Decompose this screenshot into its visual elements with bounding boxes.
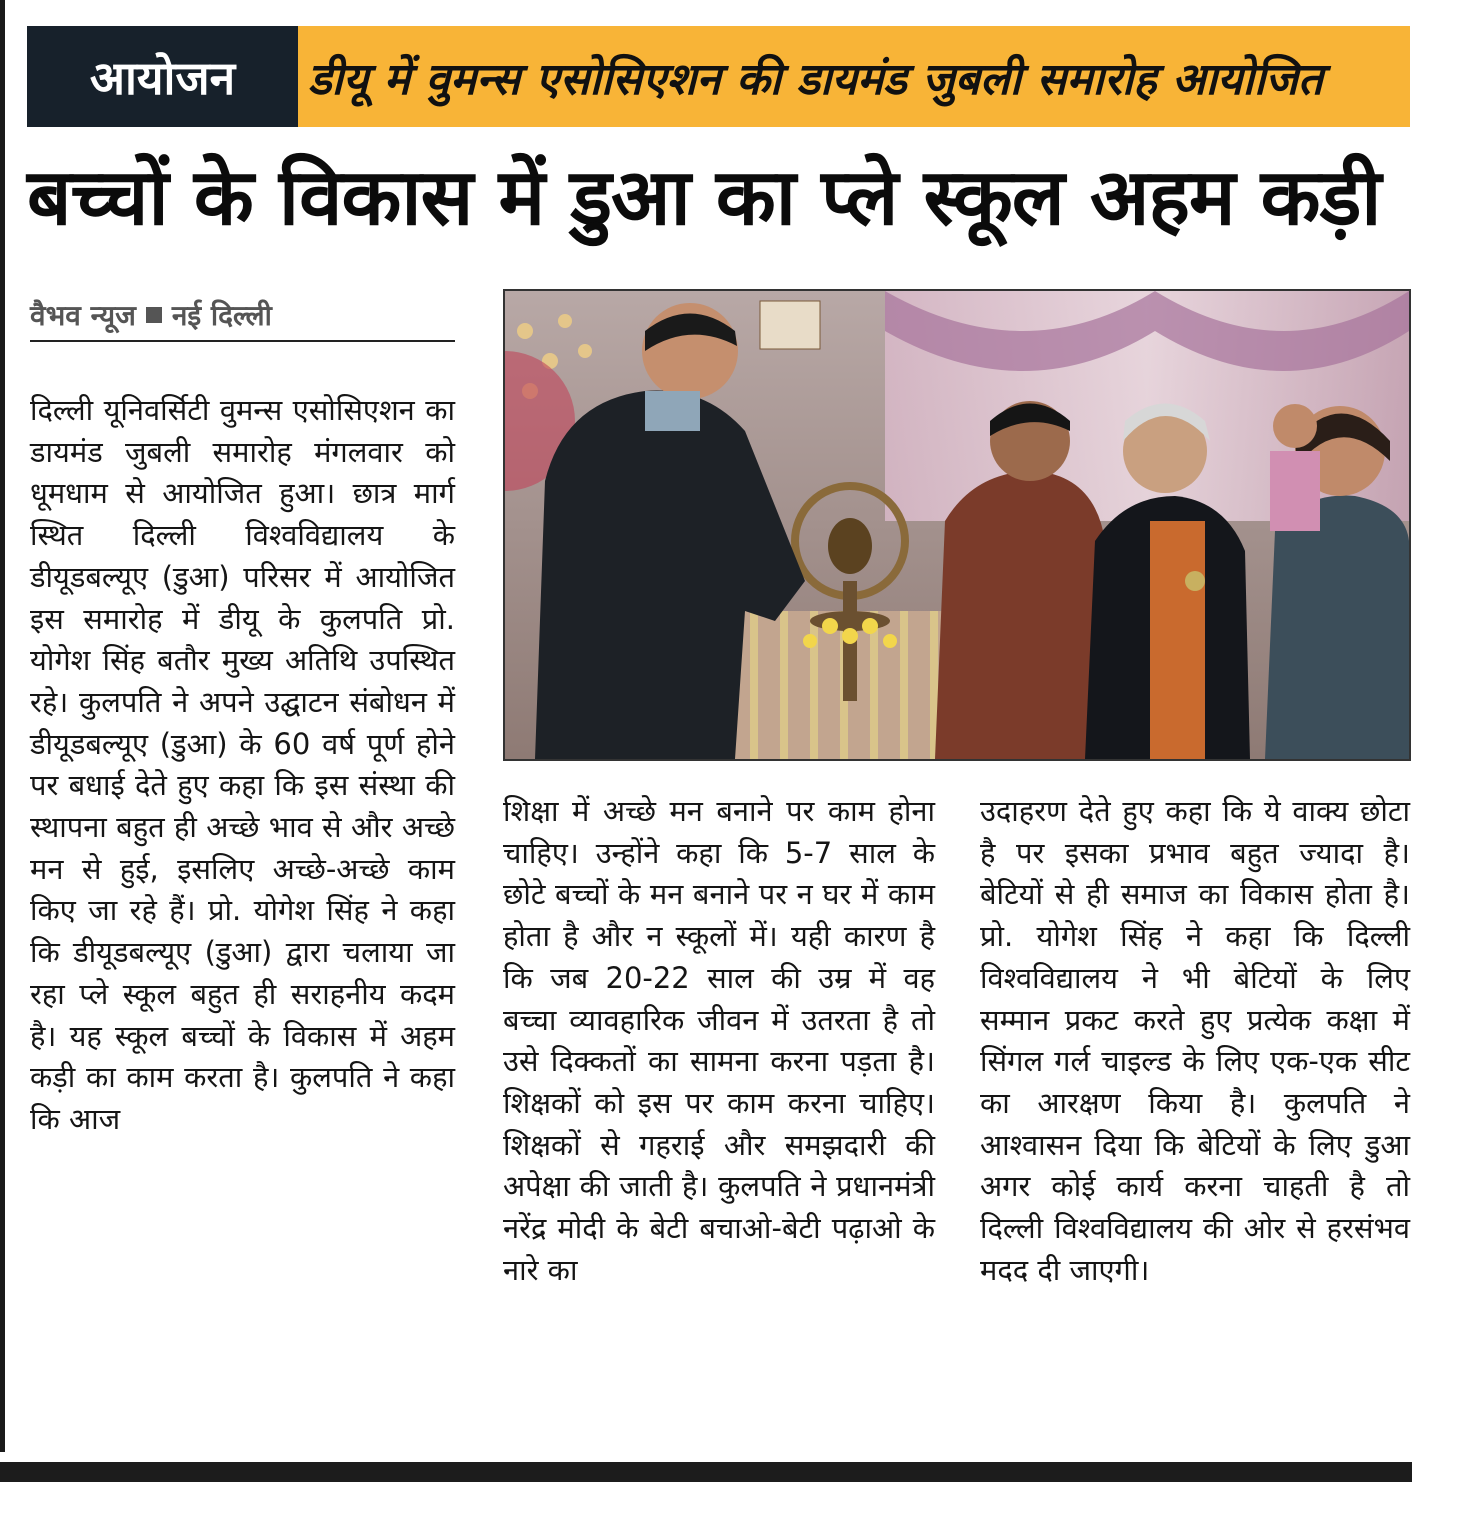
news-photo-illustration (505, 291, 1409, 759)
article-column-3-text: उदाहरण देते हुए कहा कि ये वाक्य छोटा है पर इसका प्रभाव बहुत ज्यादा है। बेटियों से ही समाज का विकास होता है। प्रो. योगेश सिंह ने कहा कि दिल्ली विश्वविद्यालय ने भी बेटियों के लिए सम्मान प्रकट करते हुए प्रत्येक कक्षा में सिंगल गर्ल चाइल्ड के लिए एक-एक सीट का आरक्षण किया है। कुलपति ने आश्वासन दिया कि बेटियों के लिए डुआ अगर कोई कार्य करना चाहती है तो दिल्ली विश्वविद्यालय की ओर से हरसंभव मदद दी जाएगी। (980, 794, 1410, 1287)
byline-location: नई दिल्ली (171, 299, 272, 332)
article-column-1-text: दिल्ली यूनिवर्सिटी वुमन्स एसोसिएशन का डायमंड जुबली समारोह मंगलवार को धूमधाम से आयोजित हुआ। छात्र मार्ग स्थित दिल्ली विश्वविद्यालय के डीयूडबल्यूए (डुआ) परिसर में आयोजित इस समारोह में डीयू के कुलपति प्रो. योगेश सिंह बतौर मुख्य अतिथि उपस्थित रहे। कुलपति ने अपने उद्घाटन संबोधन में डीयूडबल्यूए (डुआ) के 60 वर्ष पूर्ण होने पर बधाई देते हुए कहा कि इस संस्था की स्थापना बहुत ही अच्छे भाव से और अच्छे मन से हुई, इसलिए अच्छे-अच्छे काम किए जा रहे हैं। प्रो. योगेश सिंह ने कहा कि डीयूडबल्यूए (डुआ) द्वारा चलाया जा रहा प्ले स्कूल बहुत ही सराहनीय कदम है। यह स्कूल बच्चों के विकास में अहम कड़ी का काम करता है। कुलपति ने कहा कि आज (30, 393, 455, 1136)
headline: बच्चों के विकास में डुआ का प्ले स्कूल अहम कड़ी (27, 153, 1381, 243)
strapline-text: डीयू में वुमन्स एसोसिएशन की डायमंड जुबली समारोह आयोजित (308, 53, 1323, 105)
bottom-rule (0, 1462, 1412, 1482)
left-column-rule (0, 0, 5, 1452)
byline (30, 290, 455, 342)
article-column-1 (30, 390, 455, 1445)
article-column-2 (503, 791, 935, 1441)
article-column-3 (980, 791, 1410, 1441)
byline-agency: वैभव न्यूज (30, 299, 136, 332)
section-kicker-label: आयोजन (89, 50, 236, 105)
strapline-bar (298, 26, 1410, 127)
article-column-2-text: शिक्षा में अच्छे मन बनाने पर काम होना चाहिए। उन्होंने कहा कि 5-7 साल के छोटे बच्चों के मन बनाने पर न घर में काम होता है और न स्कूलों में। यही कारण है कि जब 20-22 साल की उम्र में वह बच्चा व्यावहारिक जीवन में उतरता है तो उसे दिक्कतों का सामना करना पड़ता है। शिक्षकों को इस पर काम करना चाहिए। शिक्षकों से गहराई और समझदारी की अपेक्षा की जाती है। कुलपति ने प्रधानमंत्री नरेंद्र मोदी के बेटी बचाओ-बेटी पढ़ाओ के नारे का (503, 794, 935, 1287)
byline-separator (146, 307, 162, 323)
section-kicker (27, 26, 298, 127)
news-photo (503, 289, 1411, 761)
